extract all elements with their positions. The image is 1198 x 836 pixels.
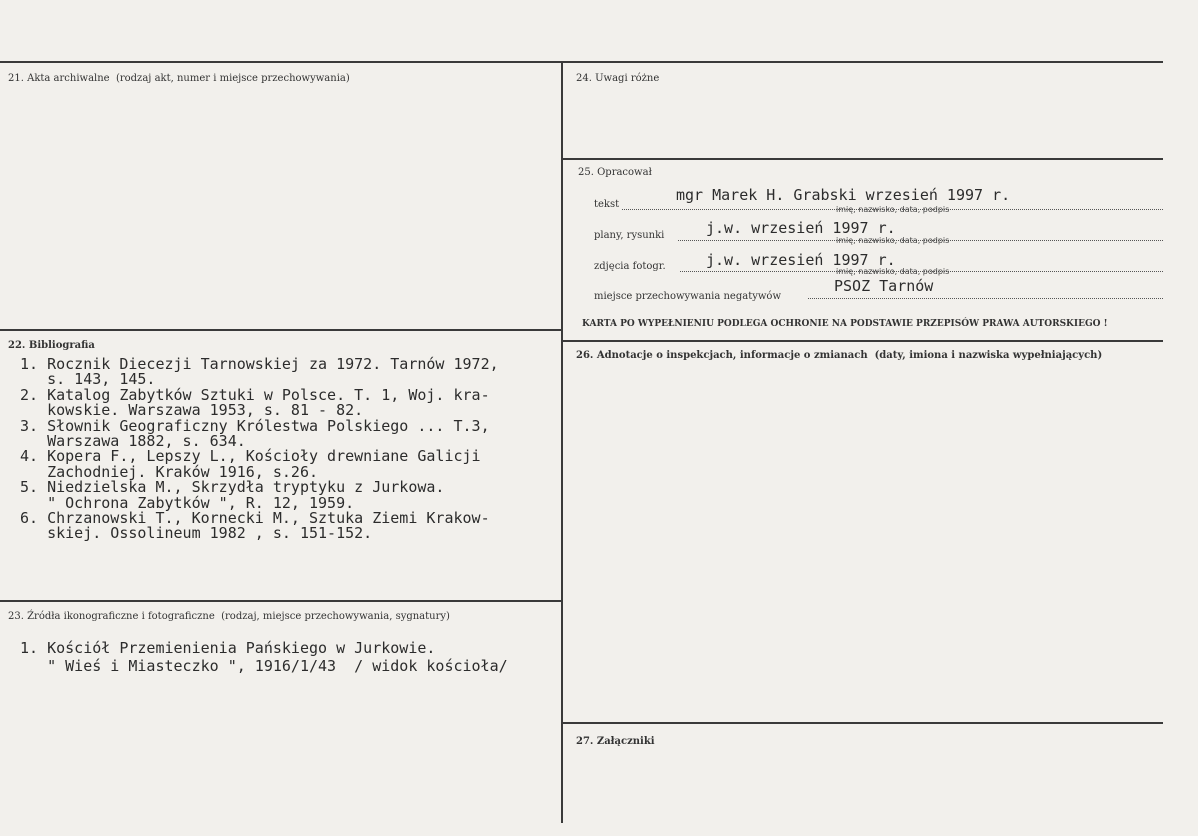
tekst-value: mgr Marek H. Grabski wrzesień 1997 r. (676, 186, 1011, 204)
plany-label: plany, rysunki (594, 230, 665, 241)
tekst-label: tekst (594, 199, 620, 210)
bibliography-line: " Ochrona Zabytków ", R. 12, 1959. (20, 493, 355, 512)
bibliography-line: 3. Słownik Geograficzny Królestwa Polskiego ... T.3, (20, 416, 490, 435)
source-line: 1. Kościół Przemienienia Pańskiego w Jurkowie. (20, 639, 436, 657)
bibliography-line: kowskie. Warszawa 1953, s. 81 - 82. (20, 401, 364, 420)
section-26-heading (576, 350, 1102, 361)
iconographic-sources-list (20, 639, 508, 675)
copyright-notice: KARTA PO WYPEŁNIENIU PODLEGA OCHRONIE NA PODSTAWIE PRZEPISÓW PRAWA AUTORSKIEGO ! (582, 319, 1108, 329)
section-23-title: Źródła ikonograficzne i fotograficzne (27, 611, 215, 622)
rule-section-26 (562, 340, 1163, 342)
bibliography-line: 2. Katalog Zabytków Sztuki w Polsce. T. 1, Woj. kra- (20, 385, 490, 404)
bibliography-line: 1. Rocznik Diecezji Tarnowskiej za 1972. Tarnów 1972, (20, 355, 499, 373)
section-22-number: 22. (8, 340, 26, 351)
rule-section-22 (0, 329, 562, 331)
section-25-title: Opracował (597, 167, 652, 178)
rule-section-23 (0, 600, 562, 602)
negatywy-dotted-line (808, 298, 1163, 299)
section-23-number: 23. (8, 611, 24, 622)
section-27-number: 27. (576, 736, 594, 747)
center-divider (561, 61, 563, 823)
plany-caption: imię, nazwisko, data, podpis (836, 236, 950, 245)
section-26-title: Adnotacje o inspekcjach, informacje o zmianach (596, 350, 868, 361)
negatywy-value: PSOZ Tarnów (834, 277, 934, 295)
section-26-subtitle: (daty, imiona i nazwiska wypełniających) (874, 350, 1103, 361)
section-23-subtitle: (rodzaj, miejsce przechowywania, sygnatury) (221, 611, 450, 622)
bibliography-line: skiej. Ossolineum 1982 , s. 151-152. (20, 524, 373, 543)
bibliography-line: 4. Kopera F., Lepszy L., Kościoły drewniane Galicji (20, 447, 481, 466)
bibliography-line: 6. Chrzanowski T., Kornecki M., Sztuka Ziemi Krakow- (20, 509, 490, 528)
section-22-title: Bibliografia (28, 340, 95, 351)
plany-value: j.w. wrzesień 1997 r. (706, 219, 896, 237)
negatywy-label: miejsce przechowywania negatywów (594, 291, 781, 302)
section-24-heading (576, 73, 659, 84)
section-24-number: 24. (576, 73, 592, 84)
top-rule (0, 61, 1163, 63)
bibliography-line: s. 143, 145. (20, 370, 156, 389)
section-23-heading (8, 611, 450, 622)
zdjecia-label: zdjęcia fotogr. (594, 261, 666, 272)
zdjecia-caption: imię, nazwisko, data, podpis (836, 267, 950, 276)
section-26-number: 26. (576, 350, 594, 361)
bibliography-line: Warszawa 1882, s. 634. (20, 432, 246, 451)
source-line: " Wieś i Miasteczko ", 1916/1/43 / widok kościoła/ (20, 657, 508, 675)
bibliography-list (20, 357, 499, 542)
rule-section-25 (562, 158, 1163, 160)
bibliography-line: Zachodniej. Kraków 1916, s.26. (20, 462, 319, 481)
section-22-heading (8, 340, 95, 351)
section-24-title: Uwagi różne (595, 73, 660, 84)
section-25-number: 25. (578, 167, 594, 178)
section-21-subtitle: (rodzaj akt, numer i miejsce przechowywania) (115, 73, 350, 84)
section-27-title: Załączniki (596, 736, 655, 747)
zdjecia-value: j.w. wrzesień 1997 r. (706, 251, 896, 269)
tekst-caption: imię, nazwisko, data, podpis (836, 205, 950, 214)
section-21-heading (8, 73, 350, 84)
rule-section-27 (562, 722, 1163, 724)
bibliography-line: 5. Niedzielska M., Skrzydła tryptyku z Jurkowa. (20, 478, 445, 497)
section-21-title: Akta archiwalne (27, 73, 110, 84)
section-25-heading (578, 167, 652, 178)
section-21-number: 21. (8, 73, 24, 84)
section-27-heading (576, 736, 655, 747)
